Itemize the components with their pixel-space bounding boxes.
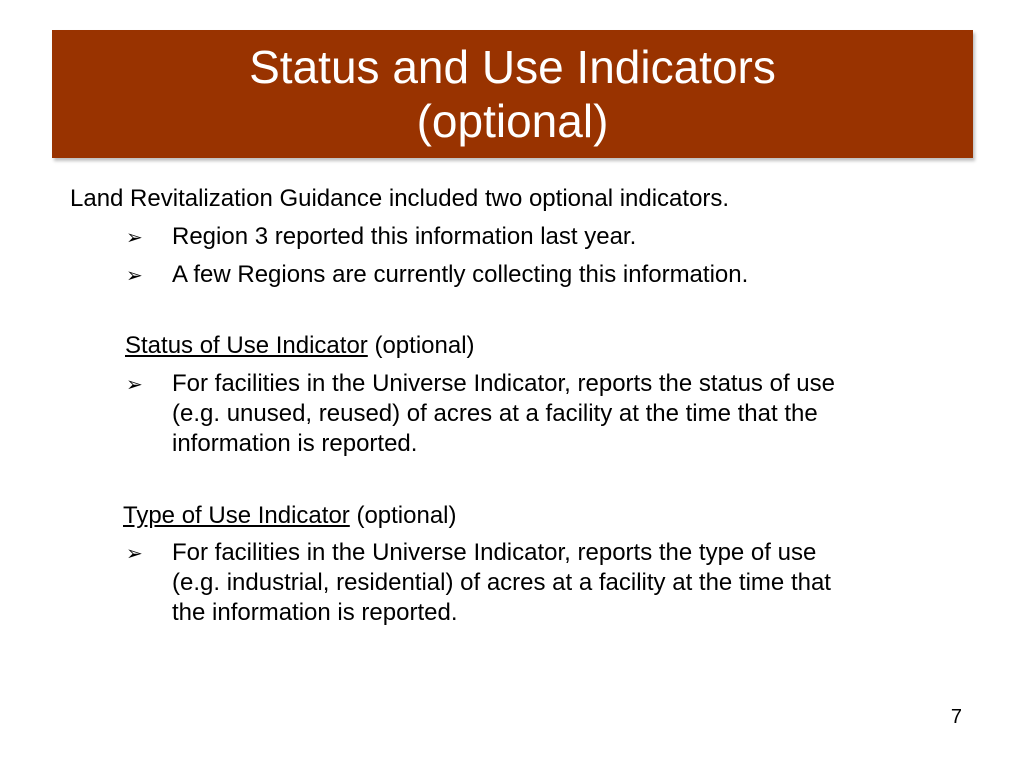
type-of-use-heading — [123, 501, 457, 531]
status-of-use-bullet-text — [172, 369, 972, 459]
page-number: 7 — [950, 706, 962, 728]
status-of-use-heading — [125, 331, 475, 361]
status-of-use-bullet-line: (e.g. unused, reused) of acres at a facility at the time that the — [172, 400, 818, 427]
arrow-bullet-icon: ➢ — [126, 225, 143, 249]
intro-bullet-text: A few Regions are currently collecting this information. — [172, 261, 749, 288]
status-of-use-heading-title: Status of Use Indicator — [125, 332, 368, 359]
type-of-use-heading-suffix: (optional) — [349, 502, 457, 529]
type-of-use-bullet-line: (e.g. industrial, residential) of acres at a facility at the time that — [172, 569, 831, 596]
intro-text: Land Revitalization Guidance included two optional indicators. — [70, 185, 730, 212]
type-of-use-heading-title: Type of Use Indicator — [123, 502, 350, 529]
status-of-use-heading-suffix: (optional) — [367, 332, 475, 359]
arrow-bullet-icon: ➢ — [126, 263, 143, 287]
slide-title-line-1: Status and Use Indicators — [249, 41, 776, 93]
status-of-use-bullet-line: information is reported. — [172, 430, 418, 457]
type-of-use-bullet-line: For facilities in the Universe Indicator, reports the type of use — [172, 539, 817, 566]
arrow-bullet-icon: ➢ — [126, 541, 143, 565]
intro-bullet-text: Region 3 reported this information last year. — [172, 223, 637, 250]
type-of-use-bullet-line: the information is reported. — [172, 599, 458, 626]
type-of-use-bullet-text — [172, 538, 972, 628]
status-of-use-bullet-line: For facilities in the Universe Indicator, reports the status of use — [172, 370, 835, 397]
slide-title-line-2: (optional) — [416, 95, 609, 147]
arrow-bullet-icon: ➢ — [126, 372, 143, 396]
